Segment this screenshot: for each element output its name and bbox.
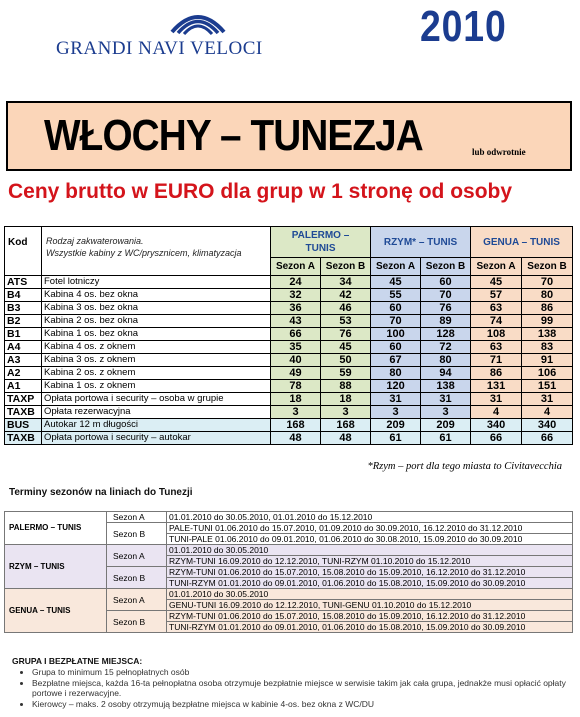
route-header-palermo [271,227,371,258]
note-item: • Kierowcy – maks. 2 osoby otrzymują bezpłatne miejsca w kabinie 4-os. bez okna z WC/DU [32,699,577,710]
season-label: Sezon A [107,545,167,567]
price-cell: 48 [321,432,371,445]
code-cell: TAXB [5,406,42,419]
description-cell: Kabina 3 os. bez okna [42,302,271,315]
desc-header-line2: Wszystkie kabiny z WC/prysznicem, klimatyzacja [46,248,242,258]
price-cell: 59 [321,367,371,380]
price-cell: 66 [271,328,321,341]
code-cell: A2 [5,367,42,380]
price-cell: 86 [471,367,522,380]
price-cell: 86 [522,302,573,315]
price-cell: 151 [522,380,573,393]
price-cell: 60 [371,341,421,354]
season-row [5,512,573,523]
description-cell: Kabina 1 os. bez okna [42,328,271,341]
seasons-table [4,511,573,633]
description-cell: Opłata portowa i security – autokar [42,432,271,445]
table-row [5,289,573,302]
price-cell: 66 [471,432,522,445]
season-route-name: GENUA – TUNIS [5,589,107,633]
season-route-name: RZYM – TUNIS [5,545,107,589]
description-cell: Fotel lotniczy [42,276,271,289]
price-cell: 3 [271,406,321,419]
route-header-line2: TUNIS [305,243,336,254]
price-cell: 3 [321,406,371,419]
code-cell: TAXB [5,432,42,445]
season-dates: GENU-TUNI 16.09.2010 do 12.12.2010, TUNI-GENU 01.10.2010 do 15.12.2010 [167,600,573,611]
seasons-heading: Terminy sezonów na liniach do Tunezji [9,487,193,498]
season-b-header: Sezon B [421,258,471,276]
note-item: • Grupa to minimum 15 pełnopłatnych osób [32,667,577,678]
price-cell: 138 [522,328,573,341]
table-row [5,354,573,367]
code-cell: B2 [5,315,42,328]
price-cell: 35 [271,341,321,354]
price-cell: 45 [471,276,522,289]
season-label: Sezon A [107,512,167,523]
price-cell: 49 [271,367,321,380]
code-cell: B1 [5,328,42,341]
season-label: Sezon A [107,589,167,611]
price-cell: 70 [421,289,471,302]
price-cell: 63 [471,341,522,354]
price-cell: 36 [271,302,321,315]
price-cell: 83 [522,341,573,354]
season-row [5,589,573,600]
code-cell: TAXP [5,393,42,406]
price-cell: 108 [471,328,522,341]
season-label: Sezon B [107,523,167,545]
table-row [5,393,573,406]
price-cell: 3 [421,406,471,419]
code-cell: ATS [5,276,42,289]
price-cell: 91 [522,354,573,367]
price-cell: 80 [421,354,471,367]
price-cell: 3 [371,406,421,419]
description-cell: Kabina 2 os. bez okna [42,315,271,328]
price-cell: 70 [522,276,573,289]
code-cell: A3 [5,354,42,367]
description-cell: Kabina 2 os. z oknem [42,367,271,380]
price-cell: 66 [522,432,573,445]
price-cell: 43 [271,315,321,328]
table-row [5,419,573,432]
table-row [5,276,573,289]
price-cell: 63 [471,302,522,315]
price-cell: 4 [522,406,573,419]
price-cell: 31 [421,393,471,406]
price-cell: 89 [421,315,471,328]
year-label: 2010 [420,2,507,51]
desc-header-line1: Rodzaj zakwaterowania. [46,236,144,246]
season-label: Sezon B [107,611,167,633]
price-cell: 34 [321,276,371,289]
table-row [5,406,573,419]
price-cell: 120 [371,380,421,393]
season-row [5,545,573,556]
route-header-genua: GENUA – TUNIS [471,227,573,258]
season-dates: 01.01.2010 do 30.05.2010 [167,545,573,556]
price-cell: 209 [371,419,421,432]
season-b-header: Sezon B [321,258,371,276]
table-row [5,341,573,354]
price-cell: 74 [471,315,522,328]
season-route-name: PALERMO – TUNIS [5,512,107,545]
description-cell: Opłata rezerwacyjna [42,406,271,419]
price-cell: 76 [421,302,471,315]
season-dates: RZYM-TUNI 16.09.2010 do 12.12.2010, TUNI-RZYM 01.10.2010 do 15.12.2010 [167,556,573,567]
code-cell: BUS [5,419,42,432]
season-label: Sezon B [107,567,167,589]
price-cell: 60 [371,302,421,315]
season-a-header: Sezon A [371,258,421,276]
price-cell: 80 [522,289,573,302]
price-cell: 60 [421,276,471,289]
code-cell: A4 [5,341,42,354]
price-cell: 80 [371,367,421,380]
gnv-logo-icon [168,8,228,38]
route-header-line1: PALERMO – [291,230,350,241]
price-cell: 31 [522,393,573,406]
price-cell: 67 [371,354,421,367]
description-cell: Kabina 1 os. z oknem [42,380,271,393]
price-cell: 42 [321,289,371,302]
note-item: • Bezpłatne miejsca, każda 16-ta pełnopłatna osoba otrzymuje bezpłatnie miejsce w serwisie takim jak cała grupa, jednakże musi opłacić opłaty portowe i rezerwacyjne. [32,678,577,699]
seasons-table-body [5,512,573,633]
price-cell: 31 [371,393,421,406]
table-row [5,432,573,445]
price-cell: 88 [321,380,371,393]
groups-notes-list [18,667,577,709]
table-row [5,328,573,341]
season-dates: RZYM-TUNI 01.06.2010 do 15.07.2010, 15.08.2010 do 15.09.2010, 16.12.2010 do 31.12.2010 [167,567,573,578]
price-cell: 61 [421,432,471,445]
price-cell: 32 [271,289,321,302]
price-cell: 45 [371,276,421,289]
price-table [4,226,573,445]
price-cell: 61 [371,432,421,445]
description-cell: Kabina 4 os. z oknem [42,341,271,354]
description-cell: Opłata portowa i security – osoba w grupie [42,393,271,406]
price-cell: 106 [522,367,573,380]
brand-name: GRANDI NAVI VELOCI [56,38,263,59]
price-table-body [5,276,573,445]
code-cell: A1 [5,380,42,393]
title-banner [6,101,572,171]
price-cell: 340 [471,419,522,432]
price-cell: 31 [471,393,522,406]
price-cell: 99 [522,315,573,328]
table-row [5,380,573,393]
rome-footnote: *Rzym – port dla tego miasta to Civitavecchia [367,461,562,472]
price-cell: 168 [321,419,371,432]
code-cell: B4 [5,289,42,302]
price-cell: 4 [471,406,522,419]
price-subtitle: Ceny brutto w EURO dla grup w 1 stronę od osoby [8,180,513,203]
description-cell: Kabina 4 os. bez okna [42,289,271,302]
price-cell: 131 [471,380,522,393]
banner-title: WŁOCHY – TUNEZJA [44,111,423,160]
price-cell: 94 [421,367,471,380]
groups-heading: GRUPA I BEZPŁATNE MIEJSCA: [12,656,143,666]
price-cell: 72 [421,341,471,354]
price-cell: 55 [371,289,421,302]
price-cell: 45 [321,341,371,354]
description-cell: Autokar 12 m długości [42,419,271,432]
price-cell: 71 [471,354,522,367]
table-header-row [5,227,573,258]
table-row [5,315,573,328]
price-cell: 100 [371,328,421,341]
table-row [5,367,573,380]
season-dates: PALE-TUNI 01.06.2010 do 15.07.2010, 01.09.2010 do 30.09.2010, 16.12.2010 do 31.12.2010 [167,523,573,534]
season-b-header: Sezon B [522,258,573,276]
season-dates: RZYM-TUNI 01.06.2010 do 15.07.2010, 15.08.2010 do 15.09.2010, 16.12.2010 do 31.12.2010 [167,611,573,622]
price-cell: 48 [271,432,321,445]
price-cell: 78 [271,380,321,393]
price-cell: 57 [471,289,522,302]
season-dates: TUNI-RZYM 01.01.2010 do 09.01.2010, 01.06.2010 do 15.08.2010, 15.09.2010 do 30.09.2010 [167,578,573,589]
route-header-rzym: RZYM* – TUNIS [371,227,471,258]
price-cell: 18 [321,393,371,406]
table-row [5,302,573,315]
price-cell: 340 [522,419,573,432]
price-cell: 46 [321,302,371,315]
price-cell: 70 [371,315,421,328]
kod-header: Kod [5,227,42,276]
season-dates: 01.01.2010 do 30.05.2010 [167,589,573,600]
price-cell: 76 [321,328,371,341]
price-cell: 50 [321,354,371,367]
price-cell: 209 [421,419,471,432]
season-a-header: Sezon A [471,258,522,276]
season-dates: TUNI-PALE 01.06.2010 do 09.01.2010, 01.06.2010 do 30.08.2010, 15.09.2010 do 30.09.2010 [167,534,573,545]
season-dates: 01.01.2010 do 30.05.2010, 01.01.2010 do 15.12.2010 [167,512,573,523]
banner-subtitle: lub odwrotnie [472,147,526,157]
price-cell: 18 [271,393,321,406]
season-dates: TUNI-RZYM 01.01.2010 do 09.01.2010, 01.06.2010 do 15.08.2010, 15.09.2010 do 30.09.2010 [167,622,573,633]
desc-header [42,227,271,276]
price-cell: 24 [271,276,321,289]
season-a-header: Sezon A [271,258,321,276]
code-cell: B3 [5,302,42,315]
price-cell: 128 [421,328,471,341]
price-cell: 138 [421,380,471,393]
description-cell: Kabina 3 os. z oknem [42,354,271,367]
price-cell: 53 [321,315,371,328]
price-cell: 168 [271,419,321,432]
price-cell: 40 [271,354,321,367]
